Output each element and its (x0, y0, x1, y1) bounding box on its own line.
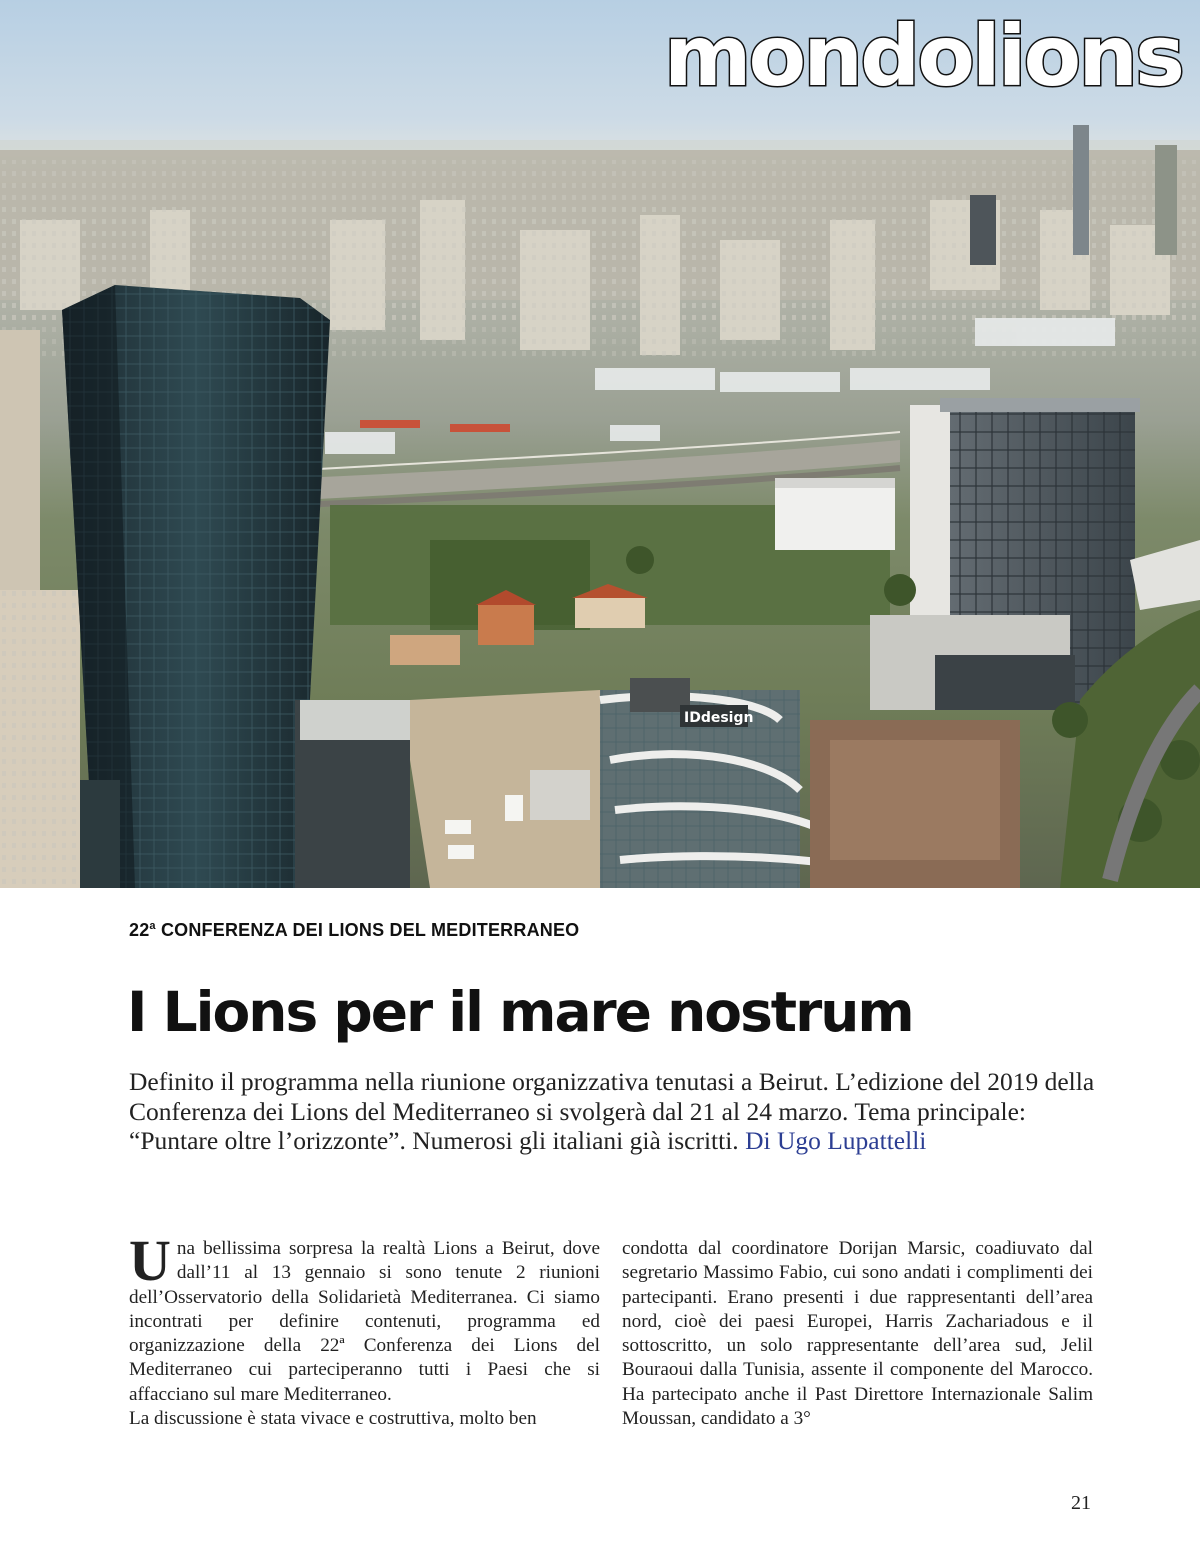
iddesign-sign: IDdesign (684, 710, 754, 726)
body-paragraph: condotta dal coordinatore Dorijan Marsic, coadiuvato dal segretario Massimo Fabio, cui sono andati i complimenti dei partecipanti. Erano presenti i due rappresentanti dell’area nord, cioè dei paesi Europei, Harris Zachariadous e il sottoscritto, un solo rappresentante dell’area sud, Jelil Bouraoui dalla Tunisia, assente il componente del Marocco. Ha partecipato anche il Past Direttore Internazionale Salim Moussan, candidato a 3° (622, 1238, 1093, 1430)
drop-cap: U (129, 1228, 171, 1293)
body-column-right (622, 1237, 1093, 1431)
masthead-title: mondolions (664, 7, 1182, 105)
body-column-left (129, 1228, 600, 1431)
body-paragraph: La discussione è stata vivace e costruttiva, molto ben (129, 1408, 537, 1430)
page-number: 21 (1071, 1492, 1091, 1514)
byline: Di Ugo Lupattelli (745, 1126, 927, 1155)
article-kicker: 22$^a$ CONFERENZA DEI LIONS DEL MEDITERRANEO (129, 920, 580, 940)
body-paragraph: Una bellissima sorpresa la realtà Lions a Beirut, dove dall’11 al 13 gennaio si sono tenute 2 riunioni dell’Osservatorio della Solidarietà Mediterranea. Ci siamo incontrati per definire contenuti, programma ed organizzazione della 22ª Conferenza dei Lions del Mediterraneo cui parteciperanno tutti i Paesi che si affacciano sul mare Mediterraneo. (129, 1228, 600, 1405)
article-standfirst (129, 1067, 1099, 1156)
standfirst-text: Definito il programma nella riunione organizzativa tenutasi a Beirut. L’edizione del 2019 della Conferenza dei Lions del Mediterraneo si svolgerà dal 21 al 24 marzo. Tema principale: “Puntare oltre l’orizzonte”. Numerosi gli italiani già iscritti. (129, 1067, 1095, 1155)
article-headline: I Lions per il mare nostrum (127, 980, 913, 1044)
